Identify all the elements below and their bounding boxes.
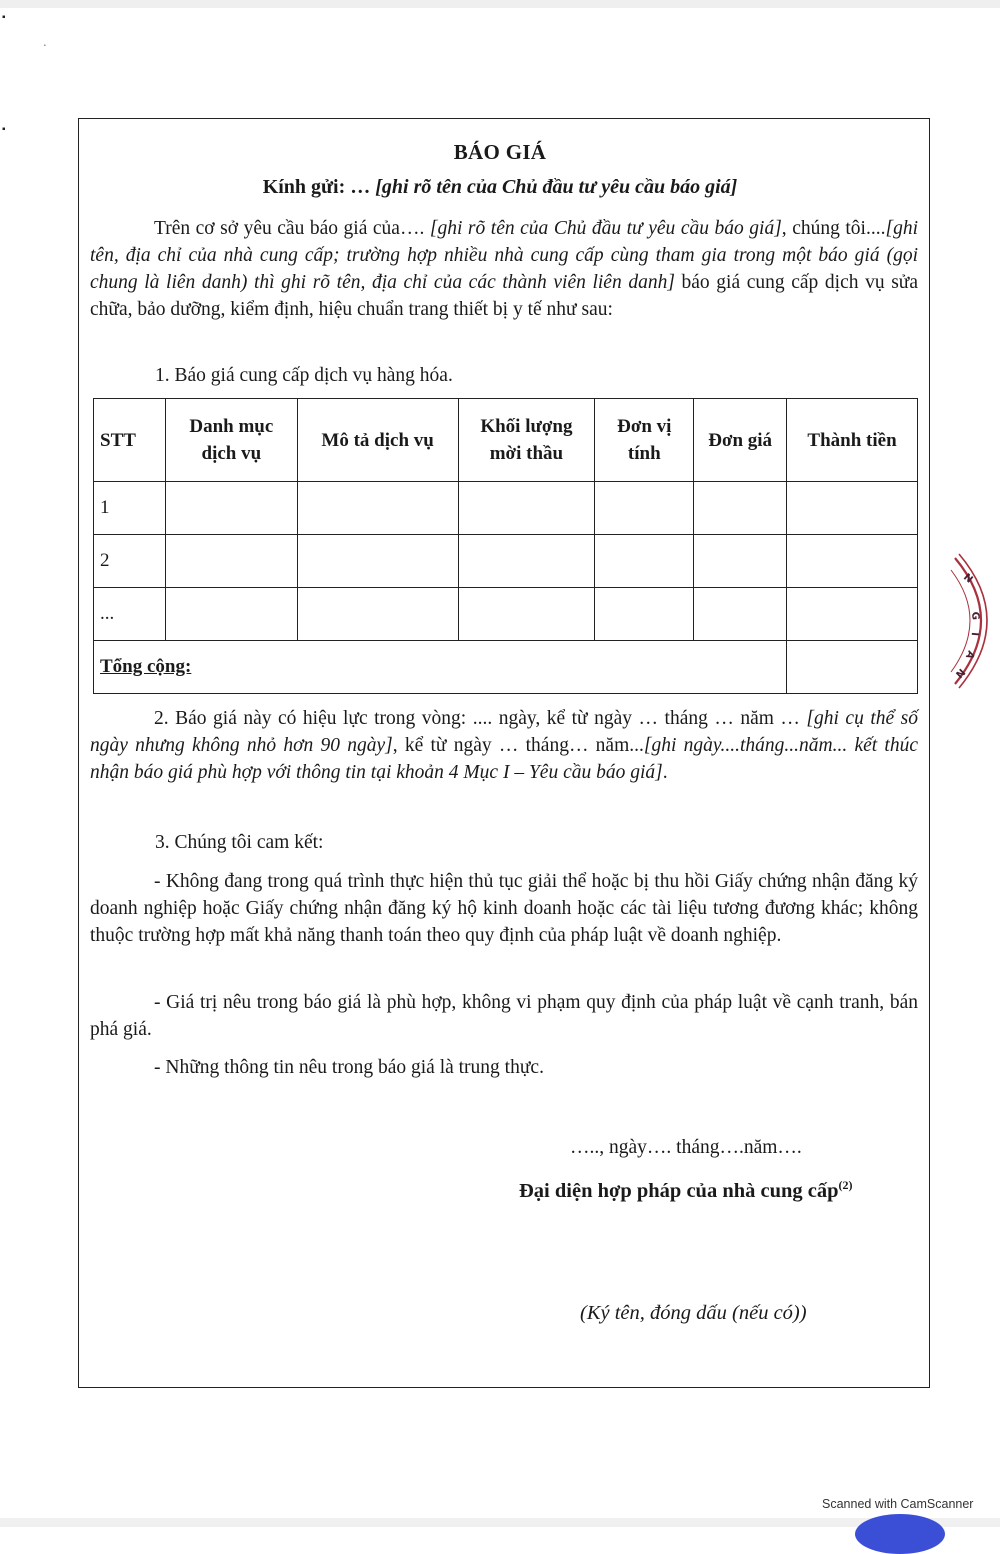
table-cell bbox=[458, 588, 595, 641]
camscanner-watermark: Scanned with CamScanner bbox=[822, 1497, 974, 1511]
signature-role bbox=[519, 1178, 853, 1203]
document-title: BÁO GIÁ bbox=[453, 140, 547, 164]
table-cell bbox=[787, 588, 918, 641]
table-cell bbox=[458, 482, 595, 535]
table-row bbox=[94, 588, 918, 641]
scan-speck: ▪ bbox=[2, 124, 6, 135]
total-label: Tổng cộng: bbox=[94, 641, 787, 694]
column-header: Đơn giá bbox=[694, 399, 787, 482]
floating-action-button[interactable] bbox=[855, 1514, 945, 1554]
stamp-letter: N bbox=[952, 665, 967, 680]
table-cell bbox=[694, 482, 787, 535]
commitment-item: - Những thông tin nêu trong báo giá là trung thực. bbox=[154, 1057, 544, 1078]
row-number: 1 bbox=[94, 482, 166, 535]
signature-note: (Ký tên, đóng dấu (nếu có)) bbox=[580, 1302, 807, 1324]
top-scan-edge bbox=[0, 0, 1000, 8]
table-cell bbox=[787, 535, 918, 588]
column-header: Mô tả dịch vụ bbox=[297, 399, 458, 482]
column-header: Thành tiền bbox=[787, 399, 918, 482]
table-header-row bbox=[94, 399, 918, 482]
scan-speck: • bbox=[44, 44, 46, 49]
table-cell bbox=[297, 535, 458, 588]
column-header: Đơn vị tính bbox=[595, 399, 694, 482]
column-header: Khối lượng mời thầu bbox=[458, 399, 595, 482]
greeting-label: Kính gửi: … bbox=[262, 176, 371, 198]
table-cell bbox=[165, 482, 297, 535]
stamp-letter: N bbox=[961, 571, 975, 586]
scan-speck: ▪ bbox=[2, 12, 6, 23]
section-1-heading: 1. Báo giá cung cấp dịch vụ hàng hóa. bbox=[155, 365, 453, 386]
section-3-heading: 3. Chúng tôi cam kết: bbox=[155, 832, 324, 853]
commitment-item: - Không đang trong quá trình thực hiện thủ tục giải thể hoặc bị thu hồi Giấy chứng nhận đăng ký doanh nghiệp hoặc Giấy chứng nhận đăng ký hộ kinh doanh hoặc các tài liệu tương đương khác; không thuộc trường hợp mất khả năng thanh toán theo quy định của pháp luật về doanh nghiệp. bbox=[90, 871, 918, 946]
table-total-row bbox=[94, 641, 918, 694]
footnote-marker: (2) bbox=[838, 1178, 853, 1192]
stamp-letter: G bbox=[969, 611, 981, 621]
table-cell bbox=[694, 588, 787, 641]
intro-paragraph bbox=[90, 215, 918, 323]
greeting-placeholder: [ghi rõ tên của Chủ đầu tư yêu cầu báo giá] bbox=[375, 176, 738, 198]
row-number: 2 bbox=[94, 535, 166, 588]
column-header: Danh mục dịch vụ bbox=[165, 399, 297, 482]
section-2-placeholder-date: [ghi ngày....tháng...năm... kết thúc nhận báo giá phù hợp với thông tin tại khoản 4 Mục I – Yêu cầu báo giá] bbox=[90, 735, 918, 783]
intro-placeholder-supplier: [ghi tên, địa chỉ của nhà cung cấp; trường hợp nhiều nhà cung cấp cùng tham gia trong một báo giá (gọi chung là liên danh) thì ghi rõ tên, địa chỉ của các thành viên liên danh] bbox=[90, 218, 918, 293]
table-cell bbox=[595, 535, 694, 588]
intro-text: Trên cơ sở yêu cầu báo giá của…. bbox=[154, 218, 430, 239]
quote-table bbox=[93, 398, 918, 694]
section-2-text: . bbox=[662, 762, 668, 783]
intro-text: báo giá cung cấp dịch vụ sửa chữa, bảo dưỡng, kiểm định, hiệu chuẩn trang thiết bị y tế như sau: bbox=[90, 272, 919, 320]
table-cell bbox=[694, 535, 787, 588]
table-cell bbox=[165, 588, 297, 641]
stamp-letter: A bbox=[963, 648, 977, 661]
table-cell bbox=[595, 588, 694, 641]
column-header: STT bbox=[94, 399, 166, 482]
red-stamp-fragment-icon bbox=[945, 550, 1000, 690]
table-cell bbox=[165, 535, 297, 588]
table-cell bbox=[787, 482, 918, 535]
total-value bbox=[787, 641, 918, 694]
section-2-placeholder-days: [ghi cụ thể số ngày nhưng không nhỏ hơn 90 ngày] bbox=[90, 708, 918, 756]
table-cell bbox=[297, 482, 458, 535]
intro-text: , chúng tôi.... bbox=[781, 218, 886, 239]
section-2-paragraph bbox=[90, 705, 918, 786]
table-row bbox=[94, 535, 918, 588]
table-cell bbox=[458, 535, 595, 588]
row-number: ... bbox=[94, 588, 166, 641]
signature-role-text: Đại diện hợp pháp của nhà cung cấp bbox=[519, 1179, 839, 1202]
greeting-line bbox=[0, 176, 1000, 199]
commitment-item: - Giá trị nêu trong báo giá là phù hợp, không vi phạm quy định của pháp luật về cạnh tranh, bán phá giá. bbox=[90, 992, 918, 1040]
signature-date-line: ….., ngày…. tháng….năm…. bbox=[570, 1137, 802, 1158]
intro-placeholder-investor: [ghi rõ tên của Chủ đầu tư yêu cầu báo giá] bbox=[429, 218, 782, 239]
table-cell bbox=[595, 482, 694, 535]
table-row bbox=[94, 482, 918, 535]
bottom-scan-edge bbox=[0, 1518, 1000, 1527]
stamp-outer-ring bbox=[959, 554, 987, 688]
table-cell bbox=[297, 588, 458, 641]
section-2-text: , kể từ ngày … tháng… năm... bbox=[392, 735, 644, 756]
section-2-text: 2. Báo giá này có hiệu lực trong vòng: .... ngày, kể từ ngày … tháng … năm … bbox=[154, 708, 807, 729]
stamp-letter: I bbox=[968, 631, 980, 637]
